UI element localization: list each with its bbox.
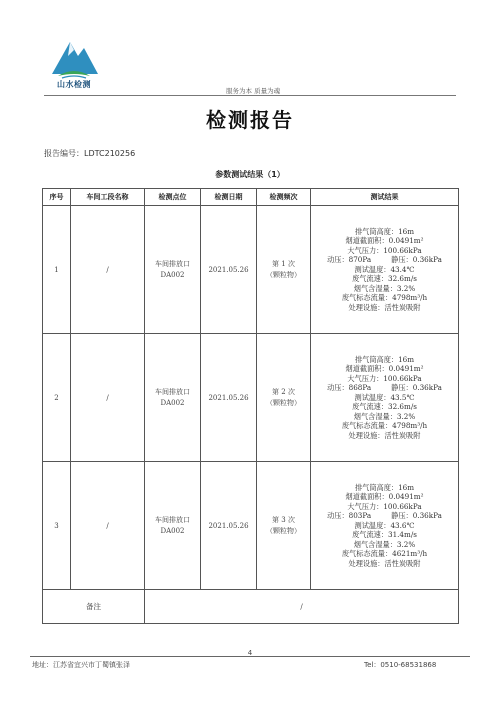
header-divider [44, 95, 456, 96]
table-title: 参数测试结果（1） [215, 170, 285, 179]
remark-label: 备注 [86, 602, 101, 611]
page-title: 检测报告 [206, 108, 294, 132]
footer-divider [30, 656, 470, 657]
frequency-count: 第 1 次 [272, 259, 295, 268]
stack-height: 排气筒高度：16m [354, 482, 415, 492]
table-row [43, 462, 459, 590]
col-header-no: 序号 [43, 189, 71, 206]
col-header-date: 检测日期 [201, 189, 257, 206]
cell-frequency [257, 206, 311, 334]
flow-velocity: 废气流速：32.6m/s [352, 274, 417, 284]
remark-label-cell [43, 590, 145, 624]
footer-phone: Tel：0510-68531868 [364, 661, 437, 669]
col-header-results: 测试结果 [311, 189, 459, 206]
cell-no: 2 [43, 334, 71, 462]
table-row [43, 334, 459, 462]
dynamic-pressure: 动压：803Pa [327, 511, 372, 521]
standard-flow: 废气标态流量：4798m³/h [341, 293, 428, 303]
static-pressure: 静压：0.36kPa [391, 255, 442, 265]
col-header-frequency: 检测频次 [257, 189, 311, 206]
table-row [43, 206, 459, 334]
col-header-point: 检测点位 [145, 189, 201, 206]
cell-date: 2021.05.26 [201, 334, 257, 462]
point-name: 车间排放口 [155, 259, 190, 268]
test-temperature: 测试温度：43.4℃ [354, 264, 415, 274]
cell-date: 2021.05.26 [201, 206, 257, 334]
cell-point [145, 334, 201, 462]
point-code: DA002 [160, 526, 185, 535]
dynamic-pressure: 动压：868Pa [327, 383, 372, 393]
cell-date: 2021.05.26 [201, 462, 257, 590]
cell-point [145, 462, 201, 590]
flue-area: 烟道截面积：0.0491m² [345, 236, 424, 246]
slogan: 服务为本 质量为魂 [226, 87, 281, 95]
cell-point [145, 206, 201, 334]
cell-results [311, 462, 459, 590]
pressure-line [311, 255, 458, 265]
cell-frequency [257, 462, 311, 590]
static-pressure: 静压：0.36kPa [391, 511, 442, 521]
flow-velocity: 废气流速：32.6m/s [352, 402, 417, 412]
cell-section: / [71, 462, 145, 590]
flue-area: 烟道截面积：0.0491m² [345, 364, 424, 374]
cell-no: 1 [43, 206, 71, 334]
point-code: DA002 [160, 398, 185, 407]
results-table [42, 188, 459, 624]
standard-flow: 废气标态流量：4621m³/h [341, 549, 428, 559]
cell-section: / [71, 334, 145, 462]
mountain-icon [52, 42, 98, 74]
flow-velocity: 废气流速：31.4m/s [352, 530, 417, 540]
brand-name: 山水检测 [57, 80, 91, 89]
flue-area: 烟道截面积：0.0491m² [345, 492, 424, 502]
standard-flow: 废气标态流量：4798m³/h [341, 421, 428, 431]
stack-height: 排气筒高度：16m [354, 354, 415, 364]
frequency-count: 第 2 次 [272, 387, 295, 396]
moisture-content: 烟气含湿量：3.2% [353, 283, 416, 293]
moisture-content: 烟气含湿量：3.2% [353, 411, 416, 421]
atm-pressure: 大气压力：100.66kPa [347, 373, 422, 383]
frequency-item: （颗粒物） [266, 526, 301, 535]
footer-address: 地址：江苏省宜兴市丁蜀镇张泽 [32, 661, 130, 669]
pressure-line [311, 383, 458, 393]
cell-results [311, 334, 459, 462]
test-temperature: 测试温度：43.6℃ [354, 520, 415, 530]
treatment-facility: 处理设施：活性炭吸附 [348, 558, 421, 568]
atm-pressure: 大气压力：100.66kPa [347, 501, 422, 511]
pressure-line [311, 511, 458, 521]
cell-results [311, 206, 459, 334]
atm-pressure: 大气压力：100.66kPa [347, 245, 422, 255]
moisture-content: 烟气含湿量：3.2% [353, 539, 416, 549]
point-name: 车间排放口 [155, 387, 190, 396]
point-code: DA002 [160, 270, 185, 279]
frequency-item: （颗粒物） [266, 398, 301, 407]
col-header-section: 车间工段名称 [71, 189, 145, 206]
report-number: 报告编号：LDTC210256 [44, 149, 136, 158]
remark-row [43, 590, 459, 624]
point-name: 车间排放口 [155, 515, 190, 524]
page-number: 4 [247, 649, 253, 657]
remark-value: / [145, 590, 459, 624]
frequency-count: 第 3 次 [272, 515, 295, 524]
company-logo [44, 26, 104, 86]
cell-section: / [71, 206, 145, 334]
cell-frequency [257, 334, 311, 462]
treatment-facility: 处理设施：活性炭吸附 [348, 302, 421, 312]
frequency-item: （颗粒物） [266, 270, 301, 279]
test-temperature: 测试温度：43.5℃ [354, 392, 415, 402]
stack-height: 排气筒高度：16m [354, 226, 415, 236]
treatment-facility: 处理设施：活性炭吸附 [348, 430, 421, 440]
dynamic-pressure: 动压：870Pa [327, 255, 372, 265]
cell-no: 3 [43, 462, 71, 590]
static-pressure: 静压：0.36kPa [391, 383, 442, 393]
table-header-row [43, 189, 459, 206]
